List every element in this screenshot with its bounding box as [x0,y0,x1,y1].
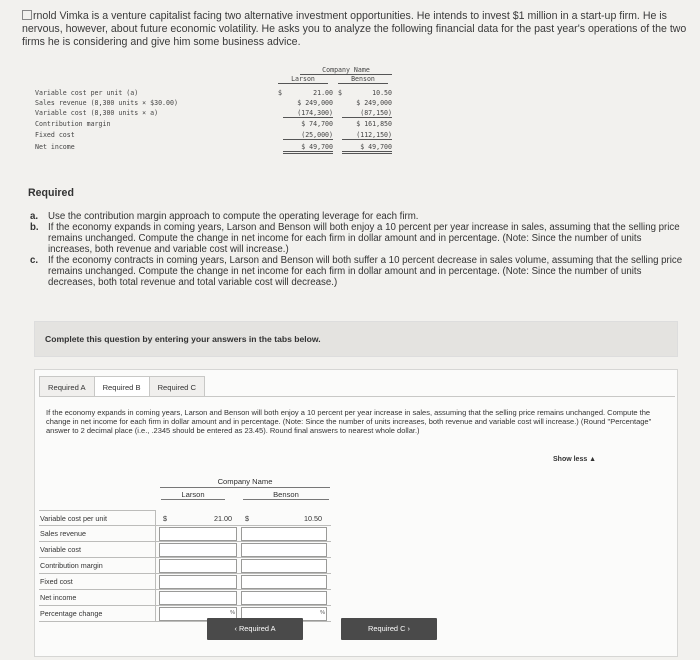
fin-larson-value: $ 49,700 [283,143,333,154]
answer-panel [34,369,678,657]
fin-row [35,99,395,109]
benson-variable-cost-per-unit [241,511,327,525]
fin-dollar: $ [278,89,282,97]
benson-fixed-cost-input[interactable] [241,575,327,589]
larson-fixed-cost-input[interactable] [159,575,237,589]
answer-row-label: Net income [39,590,156,606]
required-marker: b. [30,222,39,233]
answer-col-benson: Benson [243,490,329,500]
fin-benson-value: $ 49,700 [342,143,392,154]
tab-divider [39,396,675,397]
fin-row-label: Contribution margin [35,120,111,128]
next-required-c-button[interactable]: Required C › [341,618,437,640]
answer-row-label: Contribution margin [39,558,156,574]
part-instructions: If the economy expands in coming years, Larson and Benson will both enjoy a 10 percent per year increase in sales, assuming that the selling price remains unchanged. Compute the change in net income for each firm in dollar amount and in percentage. (Note: Since the number of units increases, both revenue and variable cost will increase.) (Round "Percentage" answer to 2 decimal place (i.e., .2345 should be entered as 23.45). Round final answers to nearest whole dollar.) [46,408,652,435]
answer-row-label: Variable cost per unit [39,510,156,526]
benson-net-income-input[interactable] [241,591,327,605]
answer-row-label: Percentage change [39,606,156,622]
tab-required-b[interactable]: Required B [94,376,150,397]
required-text: Use the contribution margin approach to compute the operating leverage for each firm. [48,211,419,222]
fin-larson-value: $ 249,000 [297,99,333,107]
fin-col-larson: Larson [278,75,328,84]
answer-row-contribution-margin [39,558,331,574]
fin-row [35,89,395,99]
required-marker: c. [30,255,39,266]
fin-row-label: Sales revenue (8,300 units × $30.00) [35,99,178,107]
answer-row-variable-cost-per-unit [39,510,331,526]
fin-larson-value: 21.00 [313,89,333,97]
fin-row-label: Variable cost (8,300 units × a) [35,109,159,117]
fin-row-label: Net income [35,143,75,151]
larson-variable-cost-input[interactable] [159,543,237,557]
show-less-toggle[interactable]: Show less ▲ [553,456,597,463]
currency-symbol: $ [163,514,167,523]
fin-row-label: Variable cost per unit (a) [35,89,139,97]
percent-sign: % [230,610,235,616]
fin-row [35,109,395,119]
answer-row-variable-cost [39,542,331,558]
banner-text: Complete this question by entering your answers in the tabs below. [45,334,321,344]
benson-variable-cost-input[interactable] [241,543,327,557]
fin-row [35,143,395,153]
answer-company-header: Company Name [160,477,330,488]
tab-bar [39,376,204,397]
problem-intro [22,10,687,49]
answer-col-larson: Larson [161,490,225,500]
fin-benson-value: $ 249,000 [356,99,392,107]
required-heading: Required [28,187,74,199]
fin-larson-value: (174,300) [283,109,333,118]
intro-text: rnold Vimka is a venture capitalist facing two alternative investment opportunities. He intends to invest $1 million in a start-up firm. He is nervous, however, about future economic volatility. He asks you to analyze the following financial data for the past year's operations of the two firms he is considering and give him some business advice. [22,10,687,48]
answer-row-sales-revenue [39,526,331,542]
currency-symbol: $ [245,514,249,523]
larson-sales-revenue-input[interactable] [159,527,237,541]
fin-dollar: $ [338,89,342,97]
benson-sales-revenue-input[interactable] [241,527,327,541]
fin-benson-value: $ 161,850 [356,120,392,128]
benson-value: 10.50 [304,514,322,523]
answer-row-label: Fixed cost [39,574,156,590]
required-item-b [30,222,685,255]
benson-contribution-margin-input[interactable] [241,559,327,573]
fin-row [35,131,395,141]
fin-col-benson: Benson [338,75,388,84]
required-text: If the economy expands in coming years, Larson and Benson will both enjoy a 10 percent per year increase in sales, assuming that the selling price remains unchanged. Compute the change in net income for each firm in dollar amount and in percentage. (Note: Since the number of units increases, both revenue and variable cost will increase.) [48,222,680,255]
answer-row-net-income [39,590,331,606]
tab-required-a[interactable]: Required A [39,376,95,397]
answer-row-label: Variable cost [39,542,156,558]
fin-benson-value: 10.50 [372,89,392,97]
percent-sign: % [320,610,325,616]
required-item-a [30,211,685,222]
fin-benson-value: (112,150) [342,131,392,140]
fin-larson-value: (25,000) [283,131,333,140]
fin-benson-value: (87,150) [342,109,392,118]
larson-value: 21.00 [214,514,232,523]
prev-required-a-button[interactable]: ‹ Required A [207,618,303,640]
required-marker: a. [30,211,39,222]
required-list [30,211,685,288]
answer-table [39,510,331,622]
fin-larson-value: $ 74,700 [301,120,333,128]
flag-icon [22,10,32,20]
instructions-banner [34,321,678,357]
required-text: If the economy contracts in coming years, Larson and Benson will both suffer a 10 percent decrease in sales volume, assuming that the selling price remains unchanged. Compute the change in net income for each firm in dollar amount and in percentage. (Note: Since the number of units decreases, both total revenue and total variable cost will decrease.) [48,255,683,288]
required-item-c [30,255,685,288]
larson-variable-cost-per-unit [159,511,237,525]
tab-required-c[interactable]: Required C [149,376,205,397]
larson-contribution-margin-input[interactable] [159,559,237,573]
answer-row-label: Sales revenue [39,526,156,542]
fin-row [35,120,395,130]
fin-company-header: Company Name [300,66,392,75]
answer-row-fixed-cost [39,574,331,590]
fin-row-label: Fixed cost [35,131,75,139]
larson-net-income-input[interactable] [159,591,237,605]
